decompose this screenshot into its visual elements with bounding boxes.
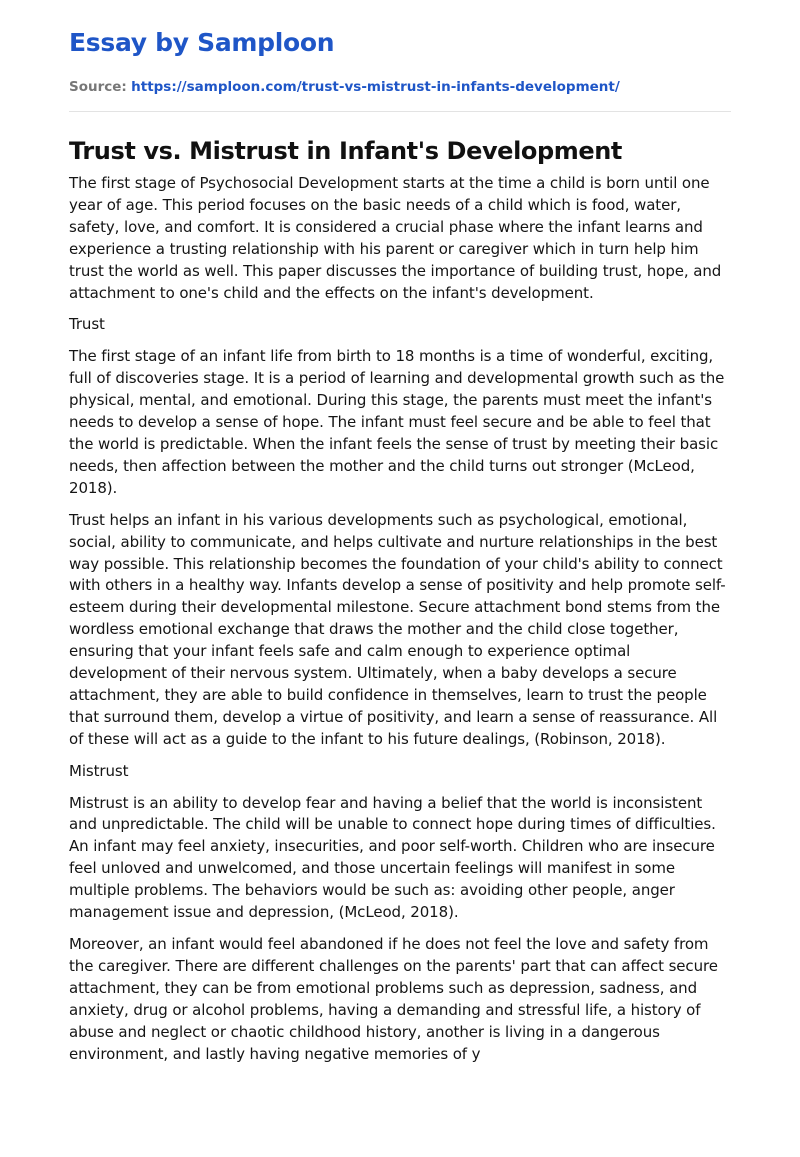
trust-paragraph-2: Trust helps an infant in his various developments such as psychological, emotional, social, ability to communicate, and helps cultivate and nurture relationships in the best way possible. This relationship becomes the foundation of your child's ability to connect with others in a healthy way. Infants develop a sense of positivity and help promote self-esteem during their developmental milestone. Secure attachment bond stems from the wordless emotional exchange that draws the mother and the child close together, ensuring that your infant feels safe and calm enough to experience optimal development of their nervous system. Ultimately, when a baby develops a secure attachment, they are able to build confidence in themselves, learn to trust the people that surround them, develop a virtue of positivity, and learn a sense of reassurance. All of these will act as a guide to the infant to his future dealings, (Robinson, 2018). [69,510,726,748]
source-line [69,79,620,95]
trust-paragraph-1: The first stage of an infant life from birth to 18 months is a time of wonderful, exciting, full of discoveries stage. It is a period of learning and developmental growth such as the physical, mental, and emotional. During this stage, the parents must meet the infant's needs to develop a sense of hope. The infant must feel secure and be able to feel that the world is predictable. When the infant feels the sense of trust by meeting their basic needs, then affection between the mother and the child turns out stronger (McLeod, 2018). [69,347,725,497]
mistrust-paragraph-1: Mistrust is an ability to develop fear and having a belief that the world is inconsistent and unpredictable. The child will be unable to connect hope during times of difficulties. An infant may feel anxiety, insecurities, and poor self-worth. Children who are insecure feel unloved and unwelcomed, and those uncertain feelings will manifest in some multiple problems. The behaviors would be such as: avoiding other people, anger management issue and depression, (McLeod, 2018). [69,793,716,922]
mistrust-heading: Mistrust [69,761,129,780]
mistrust-paragraph-2: Moreover, an infant would feel abandoned if he does not feel the love and safety from the caregiver. There are different challenges on the parents' part that can affect secure attachment, they can be from emotional problems such as depression, sadness, and anxiety, drug or alcohol problems, having a demanding and stressful life, a history of abuse and neglect or chaotic childhood history, another is living in a dangerous environment, and lastly having negative memories of y [69,935,718,1063]
site-brand-title[interactable]: Essay by Samploon [69,28,335,57]
essay-body [69,173,731,1075]
essay-title: Trust vs. Mistrust in Infant's Development [69,137,623,166]
header-divider [69,111,731,112]
intro-paragraph: The first stage of Psychosocial Development starts at the time a child is born until one year of age. This period focuses on the basic needs of a child which is food, water, safety, love, and comfort. It is considered a crucial phase where the infant learns and experience a trusting relationship with his parent or caregiver which in turn help him trust the world as well. This paper discusses the importance of building trust, hope, and attachment to one's child and the effects on the infant's development. [69,174,722,302]
trust-heading: Trust [69,315,105,334]
source-label: Source: [69,79,127,95]
source-link[interactable]: https://samploon.com/trust-vs-mistrust-in-infants-development/ [131,79,620,95]
